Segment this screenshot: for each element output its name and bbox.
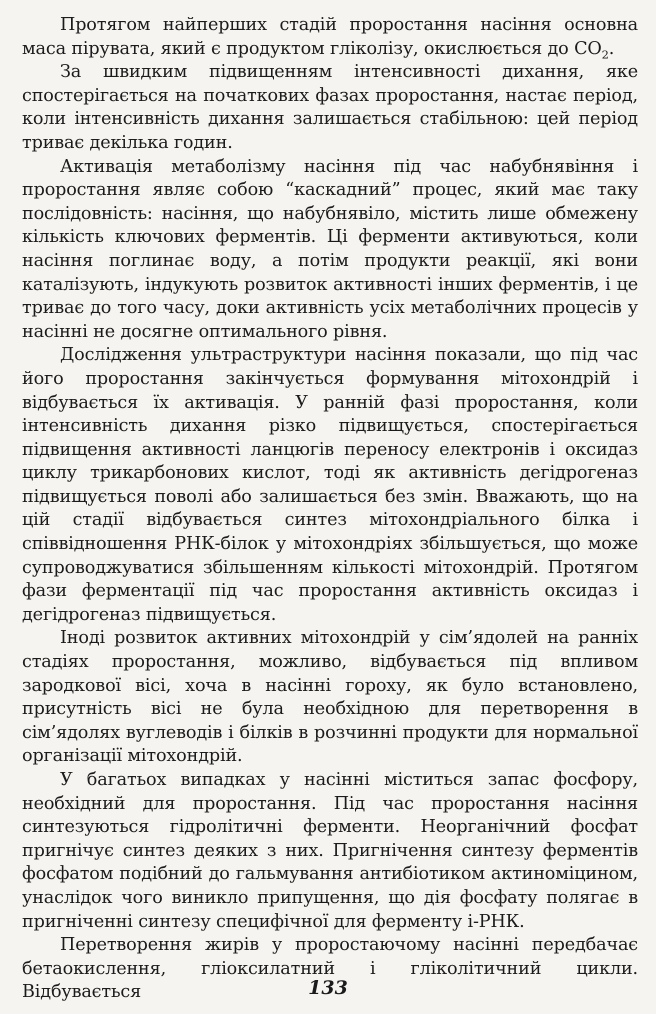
paragraph-4: Дослідження ультраструктури насіння показали, що під час його проростання закінчується формування мітохондрій і відбувається їх активація. У ранній фазі проростання, коли інтенсивність дихання різко підвищується, спостерігається підвищення активності ланцюгів переносу електронів і оксидаз циклу трикарбонових кислот, тоді як активність дегідрогеназ підвищується поволі або залишається без змін. Вважають, що на цій стадії відбувається синтез мітохондріального білка і співвідношення РНК-білок у мітохондріях збільшується, що може супроводжуватися збільшенням кількості мітохондрій. Протягом фази ферментації під час проростання активність оксидаз і дегідрогеназ підвищується. [22,345,638,625]
paragraph-1-tail: . [608,38,615,59]
paragraph-1-text: Протягом найперших стадій проростання насіння основна маса пірувата, який є продуктом гліколізу, окислюється до CO [22,15,638,59]
paragraph-1 [22,14,638,61]
co2-subscript: 2 [601,47,609,62]
paragraph-2: За швидким підвищенням інтенсивності дихання, яке спостерігається на початкових фазах проростання, настає період, коли інтенсивність дихання залишається стабільною: цей період триває декілька годин. [22,62,638,153]
page-number: 133 [308,977,348,999]
paragraph-7: Перетворення жирів у проростаючому насінні передбачає бетаокислення, гліоксилатний і гліколітичний цикли. Відбувається [22,935,638,1003]
paragraph-5: Іноді розвиток активних мітохондрій у сім’ядолей на ранніх стадіях проростання, можливо, відбувається під впливом зародкової вісі, хоча в насінні гороху, як було встановлено, присутність вісі не була необхідною для перетворення в сім’ядолях вуглеводів і білків в розчинні продукти для нормальної організації мітохондрій. [22,628,638,767]
body-text [22,14,638,1005]
paragraph-6: У багатьох випадках у насінні міститься запас фосфору, необхідний для проростання. Під час проростання насіння синтезуються гідролітичні ферменти. Неорганічний фосфат пригнічує синтез деяких з них. Пригнічення синтезу ферментів фосфатом подібний до гальмування антибіотиком актиноміцином, унаслідок чого виникло припущення, що дія фосфату полягає в пригніченні синтезу специфічної для ферменту і-РНК. [22,770,638,932]
paragraph-3: Активація метаболізму насіння під час набубнявіння і проростання являє собою “каскадний” процес, який має таку послідовність: насіння, що набубнявіло, містить лише обмежену кількість ключових ферментів. Ці ферменти активуються, коли насіння поглинає воду, а потім продукти реакції, які вони каталізують, індукують розвиток активності інших ферментів, і це триває до того часу, доки активність усіх метаболічних процесів у насінні не досягне оптимального рівня. [22,156,638,342]
